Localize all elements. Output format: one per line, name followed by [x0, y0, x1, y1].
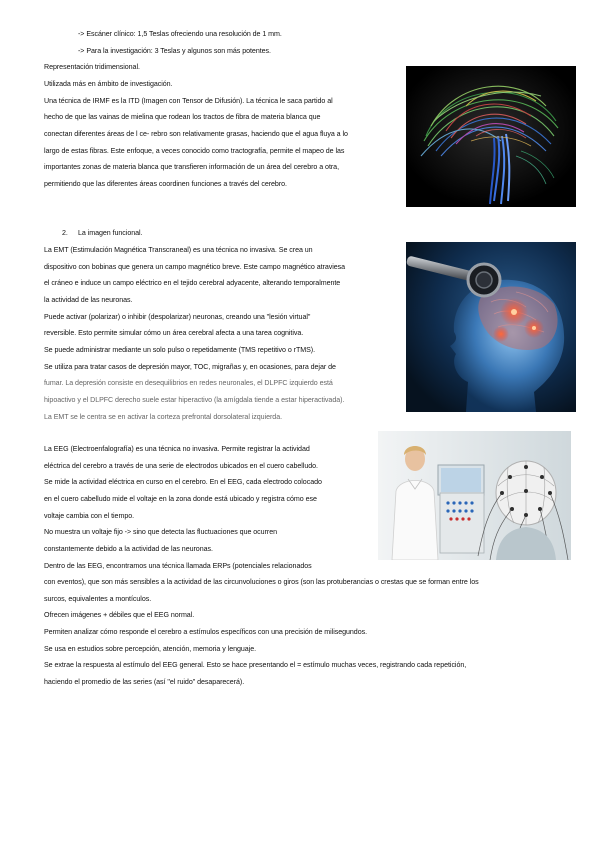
- text-line: con eventos), que son más sensibles a la actividad de las circunvoluciones o giros (son las protuberancias o crestas que se forman entre los: [44, 578, 479, 586]
- text-line: Se mide la actividad eléctrica en curso en el cerebro. En el EEG, cada electrodo colocado: [44, 478, 322, 486]
- text-line: importantes zonas de materia blanca que transfieren información de un área del cerebro a otra,: [44, 163, 339, 171]
- tms-head-image: [406, 242, 576, 412]
- text-line: -> Para la investigación: 3 Teslas y algunos son más potentes.: [78, 47, 271, 55]
- text-line: dispositivo con bobinas que genera un campo magnético breve. Este campo magnético atraviesa: [44, 263, 346, 271]
- text-line: No muestra un voltaje fijo -> sino que detecta las fluctuaciones que ocurren: [44, 528, 277, 536]
- text-line: eléctrica del cerebro a través de una serie de electrodos ubicados en el cuero cabelludo.: [44, 462, 318, 470]
- text-line: permitiendo que las diferentes áreas coordinen funciones a través del cerebro.: [44, 180, 287, 188]
- text-line: Representación tridimensional.: [44, 63, 140, 71]
- text-line: Se usa en estudios sobre percepción, atención, memoria y lenguaje.: [44, 645, 257, 653]
- text-line: en el cuero cabelludo mide el voltaje en la zona donde está ubicado y registra cómo ese: [44, 495, 317, 503]
- text-line: haciendo el promedio de las series (así "el ruido" desaparecerá).: [44, 678, 245, 686]
- text-line: Se extrae la respuesta al estímulo del EEG general. Esto se hace presentando el = estímulo muchas veces, registrando cada repetición,: [44, 661, 467, 669]
- text-line: Permiten analizar cómo responde el cerebro a estímulos específicos con una precisión de milisegundos.: [44, 628, 368, 636]
- text-line: surcos, equivalentes a montículos.: [44, 595, 152, 603]
- text-line: largo de estas fibras. Este enfoque, a veces conocido como tractografía, permite el mapeo de las: [44, 147, 345, 155]
- text-line: el cráneo e induce un campo eléctrico en el tejido cerebral adyacente, alterando temporalmente: [44, 279, 341, 287]
- text-line: fumar. La depresión consiste en desequilibrios en redes neuronales, el DLPFC izquierdo está: [44, 379, 333, 387]
- text-line: Una técnica de IRMF es la ITD (Imagen con Tensor de Difusión). La técnica le saca partido al: [44, 97, 333, 105]
- text-line: Puede activar (polarizar) o inhibir (despolarizar) neuronas, creando una "lesión virtual": [44, 313, 311, 321]
- text-line: La EEG (Electroenfalografía) es una técnica no invasiva. Permite registrar la actividad: [44, 445, 310, 453]
- text-line: Se puede administrar mediante un solo pulso o repetidamente (TMS repetitivo o rTMS).: [44, 346, 316, 354]
- text-line: Se utiliza para tratar casos de depresión mayor, TOC, migrañas y, en ocasiones, para dejar de: [44, 363, 336, 371]
- eeg-photo: [378, 431, 571, 560]
- text-line: hipoactivo y el DLPFC derecho suele estar hiperactivo (la amígdala tiende a estar hiperactivada).: [44, 396, 345, 404]
- text-line: reversible. Esto permite simular cómo un área cerebral afecta a una tarea cognitiva.: [44, 329, 304, 337]
- text-line: la actividad de las neuronas.: [44, 296, 133, 304]
- text-line: -> Escáner clínico: 1,5 Teslas ofreciendo una resolución de 1 mm.: [78, 30, 282, 38]
- text-line: voltaje cambia con el tiempo.: [44, 512, 135, 520]
- text-line: La EMT (Estimulación Magnética Transcraneal) es una técnica no invasiva. Se crea un: [44, 246, 313, 254]
- text-line: conectan diferentes áreas de l ce- rebro son relativamente grasas, haciendo que el agua fluya a lo: [44, 130, 348, 138]
- text-line: hecho de que las vainas de mielina que rodean los tractos de fibra de materia blanca que: [44, 113, 321, 121]
- section-heading: La imagen funcional.: [78, 229, 143, 237]
- text-line: La EMT se le centra se en activar la corteza prefrontal dorsolateral izquierda.: [44, 413, 283, 421]
- text-line: constantemente debido a la actividad de las neuronas.: [44, 545, 213, 553]
- heading-number: 2.: [62, 229, 68, 237]
- text-line: Ofrecen imágenes + débiles que el EEG normal.: [44, 611, 195, 619]
- dti-tractography-image: [406, 66, 576, 207]
- text-line: Utilizada más en ámbito de investigación.: [44, 80, 173, 88]
- text-line: Dentro de las EEG, encontramos una técnica llamada ERPs (potenciales relacionados: [44, 562, 312, 570]
